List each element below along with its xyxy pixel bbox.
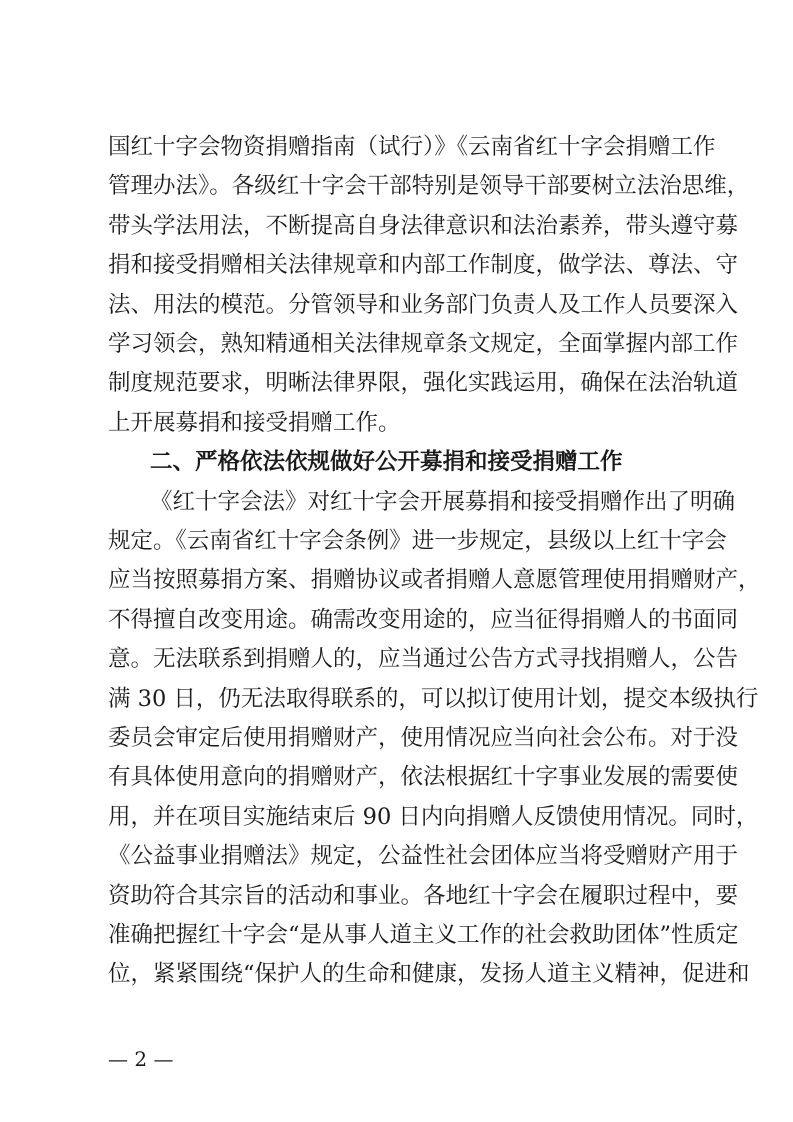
paragraph-line: 制度规范要求，明晰法律界限，强化实践运用，确保在法治轨道 <box>108 370 739 397</box>
paragraph-line: 资助符合其宗旨的活动和事业。各地红十字会在履职过程中，要 <box>108 882 739 909</box>
paragraph-line: 用，并在项目实施结束后 90 日内向捐赠人反馈使用情况。同时， <box>108 803 759 830</box>
paragraph-line: 意。无法联系到捐赠人的，应当通过公告方式寻找捐赠人，公告 <box>108 646 739 673</box>
paragraph-line: 法、用法的模范。分管领导和业务部门负责人及工作人员要深入 <box>108 291 739 318</box>
paragraph-line: 捐和接受捐赠相关法律规章和内部工作制度，做学法、尊法、守 <box>108 252 739 279</box>
paragraph-line: 管理办法》。各级红十字会干部特别是领导干部要树立法治思维， <box>108 173 750 200</box>
paragraph-line: 有具体使用意向的捐赠财产，依法根据红十字事业发展的需要使 <box>108 764 739 791</box>
paragraph-line: 《公益事业捐赠法》规定，公益性社会团体应当将受赠财产用于 <box>108 843 739 870</box>
paragraph-line: 准确把握红十字会“是从事人道主义工作的社会救助团体”性质定 <box>108 922 739 948</box>
paragraph-line: 满 30 日，仍无法取得联系的，可以拟订使用计划，提交本级执行 <box>108 685 759 712</box>
paragraph-line: 学习领会，熟知精通相关法律规章条文规定，全面掌握内部工作 <box>108 331 739 357</box>
paragraph-line: 位，紧紧围绕“保护人的生命和健康，发扬人道主义精神，促进和 <box>108 961 750 988</box>
page-number: — 2 — <box>108 1047 174 1071</box>
paragraph-line: 委员会审定后使用捐赠财产，使用情况应当向社会公布。对于没 <box>108 725 739 751</box>
paragraph-line: 国红十字会物资捐赠指南（试行）》《云南省红十字会捐赠工作 <box>108 134 716 160</box>
paragraph-line: 规定。《云南省红十字会条例》进一步规定，县级以上红十字会 <box>108 528 727 554</box>
paragraph-line: 不得擅自改变用途。确需改变用途的，应当征得捐赠人的书面同 <box>108 606 739 633</box>
paragraph-line: 《红十字会法》对红十字会开展募捐和接受捐赠作出了明确 <box>150 488 736 515</box>
section-heading: 二、严格依法依规做好公开募捐和接受捐赠工作 <box>150 449 623 476</box>
paragraph-line: 上开展募捐和接受捐赠工作。 <box>108 409 401 436</box>
paragraph-line: 带头学法用法，不断提高自身法律意识和法治素养，带头遵守募 <box>108 212 739 239</box>
paragraph-line: 应当按照募捐方案、捐赠协议或者捐赠人意愿管理使用捐赠财产， <box>108 567 761 594</box>
